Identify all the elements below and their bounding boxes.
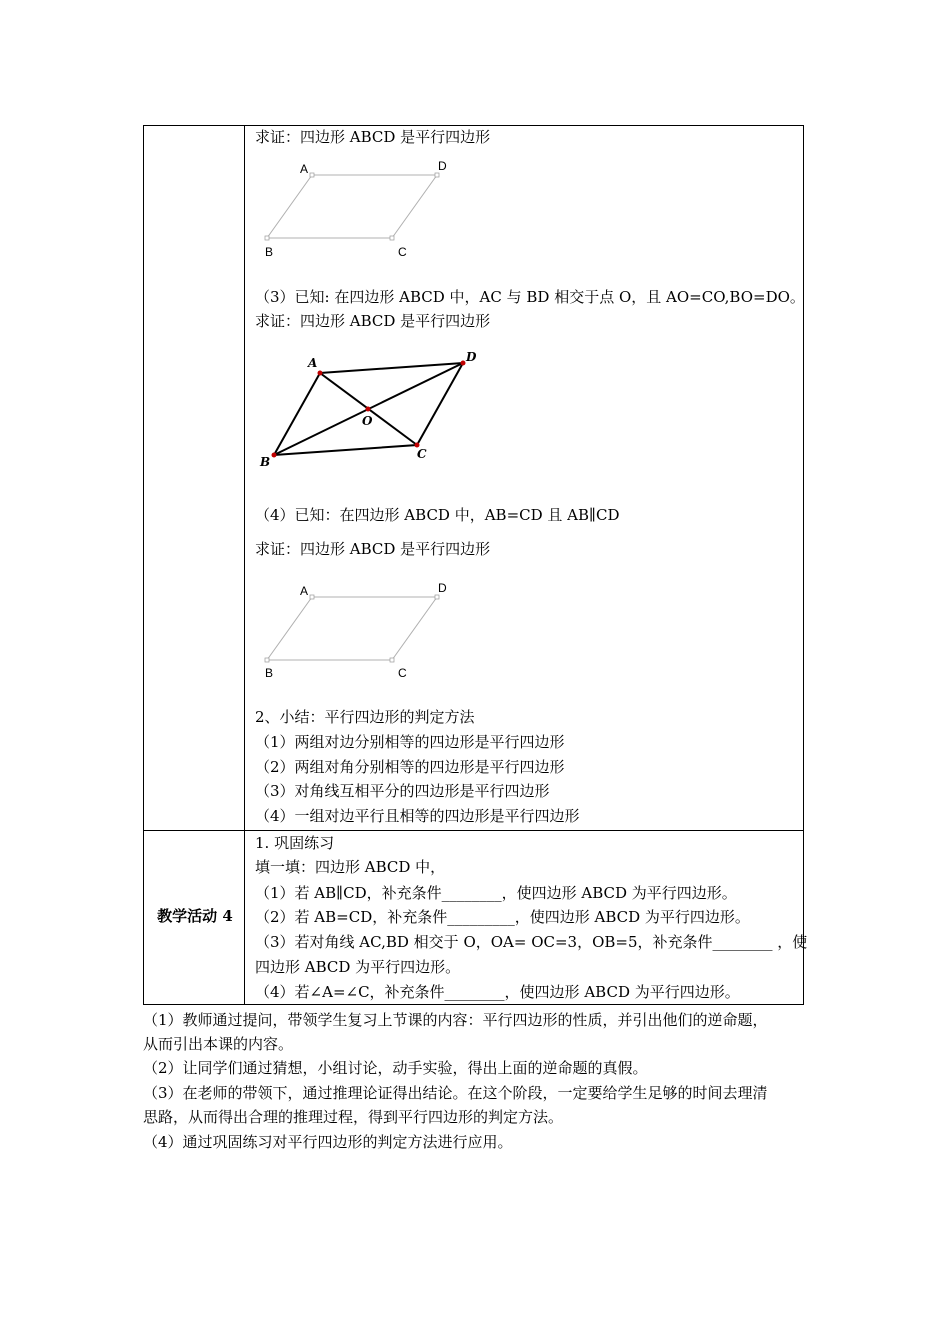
vertex-label-b: B — [265, 245, 274, 259]
vertex-label-b: B — [260, 455, 271, 469]
prove-statement-3: 求证：四边形 ABCD 是平行四边形 — [255, 312, 491, 330]
vertex-label-c: C — [417, 447, 427, 461]
note-3-cont: 思路，从而得出合理的推理过程，得到平行四边形的判定方法。 — [143, 1108, 564, 1126]
summary-item: （3）对角线互相平分的四边形是平行四边形 — [255, 782, 550, 800]
given-statement-4: （4）已知：在四边形 ABCD 中，AB=CD 且 AB∥CD — [255, 506, 620, 524]
table-row-divider — [143, 830, 804, 831]
summary-title: 2、小结：平行四边形的判定方法 — [255, 708, 475, 726]
parallelogram-figure-1 — [255, 155, 465, 265]
note-4: （4）通过巩固练习对平行四边形的判定方法进行应用。 — [143, 1133, 513, 1151]
exercise-question-3-cont: 四边形 ABCD 为平行四边形。 — [255, 958, 461, 976]
note-1: （1）教师通过提问，带领学生复习上节课的内容：平行四边形的性质，并引出他们的逆命题， — [143, 1011, 768, 1029]
vertex-label-c: C — [398, 666, 407, 680]
exercise-question-2: （2）若 AB=CD，补充条件_________，使四边形 ABCD 为平行四边形。 — [255, 908, 750, 926]
prove-statement-4: 求证：四边形 ABCD 是平行四边形 — [255, 540, 491, 558]
note-2: （2）让同学们通过猜想，小组讨论，动手实验，得出上面的逆命题的真假。 — [143, 1059, 648, 1077]
vertex-label-a: A — [300, 162, 309, 176]
vertex-label-d: D — [438, 581, 447, 595]
given-statement-3: （3）已知: 在四边形 ABCD 中，AC 与 BD 相交于点 O，且 AO=CO,BO=DO。 — [255, 288, 805, 306]
exercise-intro: 填一填：四边形 ABCD 中， — [255, 858, 446, 876]
exercise-title: 1. 巩固练习 — [255, 834, 335, 852]
vertex-label-b: B — [265, 666, 274, 680]
exercise-question-4: （4）若∠A=∠C，补充条件________，使四边形 ABCD 为平行四边形。 — [255, 983, 740, 1001]
exercise-question-3: （3）若对角线 AC,BD 相交于 O，OA= OC=3，OB=5，补充条件________ ，使 — [255, 933, 808, 951]
activity-4-label: 教学活动 4 — [157, 907, 233, 925]
note-3: （3）在老师的带领下，通过推理论证得出结论。在这个阶段，一定要给学生足够的时间去理清 — [143, 1084, 768, 1102]
summary-item: （4）一组对边平行且相等的四边形是平行四边形 — [255, 807, 580, 825]
table-column-divider — [244, 125, 245, 1005]
note-1-cont: 从而引出本课的内容。 — [143, 1035, 294, 1053]
vertex-label-d: D — [466, 350, 477, 364]
vertex-label-a: A — [300, 584, 309, 598]
vertex-label-c: C — [398, 245, 407, 259]
exercise-question-1: （1）若 AB∥CD，补充条件________，使四边形 ABCD 为平行四边形。 — [255, 884, 737, 902]
vertex-label-o: O — [362, 414, 373, 428]
vertex-label-a: A — [308, 356, 318, 370]
prove-statement-1: 求证：四边形 ABCD 是平行四边形 — [255, 128, 491, 146]
lesson-table — [143, 125, 804, 1005]
vertex-label-d: D — [438, 159, 447, 173]
parallelogram-diagonals-figure — [260, 350, 480, 470]
summary-item: （2）两组对角分别相等的四边形是平行四边形 — [255, 758, 565, 776]
summary-item: （1）两组对边分别相等的四边形是平行四边形 — [255, 733, 565, 751]
parallelogram-figure-2 — [255, 577, 465, 687]
